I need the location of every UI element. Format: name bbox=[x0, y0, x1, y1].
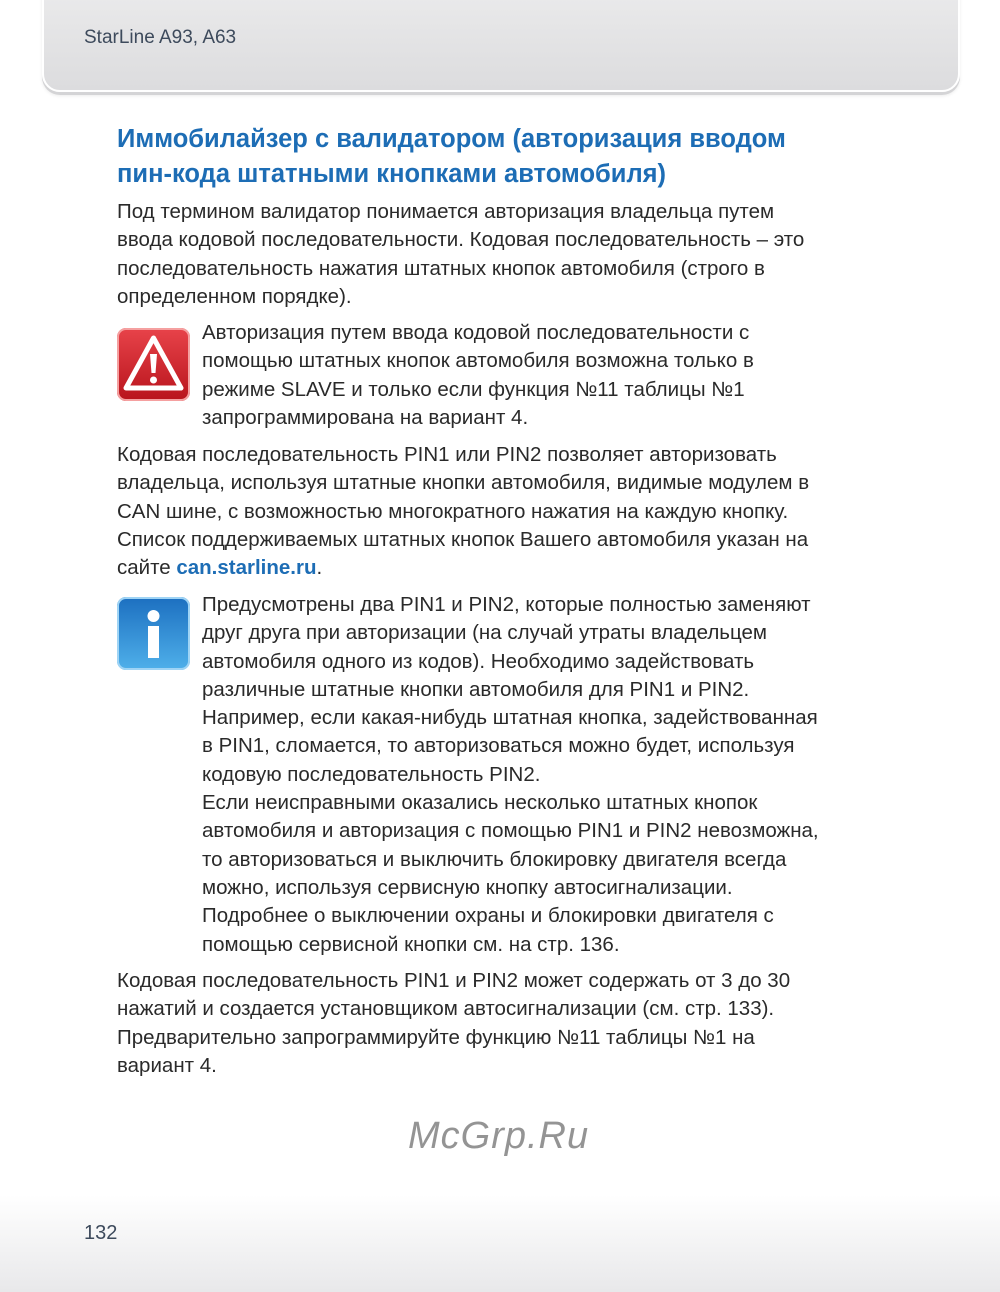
paragraph-1 bbox=[117, 198, 804, 311]
section-title bbox=[117, 122, 786, 192]
text-line: Кодовая последовательность PIN1 или PIN2 позволяет авторизовать bbox=[117, 443, 777, 466]
text-line: вариант 4. bbox=[117, 1053, 217, 1077]
paragraph-3 bbox=[117, 967, 790, 1080]
text-line: Кодовая последовательность PIN1 и PIN2 может содержать от 3 до 30 bbox=[117, 969, 791, 992]
text-line: режиме SLAVE и только если функция №11 таблицы №1 bbox=[202, 377, 745, 401]
info-icon bbox=[117, 597, 190, 670]
warning-triangle-icon bbox=[117, 328, 190, 401]
text-line bbox=[117, 554, 809, 582]
text-line: определенном порядке). bbox=[117, 284, 352, 308]
text-line: различные штатные кнопки автомобиля для PIN1 и PIN2. bbox=[202, 677, 750, 701]
page-footer bbox=[0, 1195, 1000, 1292]
page-number: 132 bbox=[84, 1222, 118, 1244]
text-line: помощью сервисной кнопки см. на стр. 136. bbox=[202, 932, 620, 956]
warning-text bbox=[202, 319, 754, 432]
text-line: Например, если какая-нибудь штатная кнопка, задействованная bbox=[202, 706, 818, 730]
watermark: McGrp.Ru bbox=[408, 1115, 590, 1157]
text-line: запрограммирована на вариант 4. bbox=[202, 405, 529, 429]
text-line: Предварительно запрограммируйте функцию №11 таблицы №1 на bbox=[117, 1025, 755, 1049]
info-text bbox=[202, 591, 819, 959]
header-title: StarLine A93, A63 bbox=[84, 27, 237, 48]
text-line: помощью штатных кнопок автомобиля возможна только в bbox=[202, 349, 754, 373]
website-link[interactable]: can.starline.ru bbox=[176, 556, 317, 580]
text-line: Подробнее о выключении охраны и блокировки двигателя с bbox=[202, 904, 774, 928]
text-line: автомобиля и авторизация с помощью PIN1 и PIN2 невозможна, bbox=[202, 819, 819, 843]
text-line: то авторизоваться и выключить блокировку двигателя всегда bbox=[202, 847, 787, 871]
text-line: можно, используя сервисную кнопку автосигнализации. bbox=[202, 875, 733, 899]
title-line: пин-кода штатными кнопками автомобиля) bbox=[117, 160, 667, 188]
text-line: владельца, используя штатные кнопки автомобиля, видимые модулем в bbox=[117, 471, 810, 495]
text-line: ввода кодовой последовательности. Кодовая последовательность – это bbox=[117, 228, 805, 252]
text-line: Если неисправными оказались несколько штатных кнопок bbox=[202, 791, 758, 815]
text-line: нажатий и создается установщиком автосигнализации (см. стр. 133). bbox=[117, 997, 775, 1021]
text-suffix: . bbox=[316, 556, 323, 580]
text-line: автомобиля одного из кодов). Необходимо задействовать bbox=[202, 649, 755, 673]
title-line: Иммобилайзер с валидатором (авторизация вводом bbox=[117, 125, 786, 153]
text-prefix: сайте bbox=[117, 556, 177, 580]
text-line: друг друга при авторизации (на случай утраты владельцем bbox=[202, 621, 767, 645]
text-line: Список поддерживаемых штатных кнопок Вашего автомобиля указан на bbox=[117, 527, 809, 551]
text-line: кодовую последовательность PIN2. bbox=[202, 762, 541, 786]
paragraph-2 bbox=[117, 441, 809, 582]
text-line: Под термином валидатор понимается авторизация владельца путем bbox=[117, 200, 775, 223]
text-line: в PIN1, сломается, то авторизоваться можно будет, используя bbox=[202, 734, 795, 758]
text-line: последовательность нажатия штатных кнопок автомобиля (строго в bbox=[117, 256, 765, 280]
text-line: CAN шине, с возможностью многократного нажатия на каждую кнопку. bbox=[117, 499, 789, 523]
text-line: Предусмотрены два PIN1 и PIN2, которые полностью заменяют bbox=[202, 593, 811, 616]
text-line: Авторизация путем ввода кодовой последовательности с bbox=[202, 321, 750, 344]
